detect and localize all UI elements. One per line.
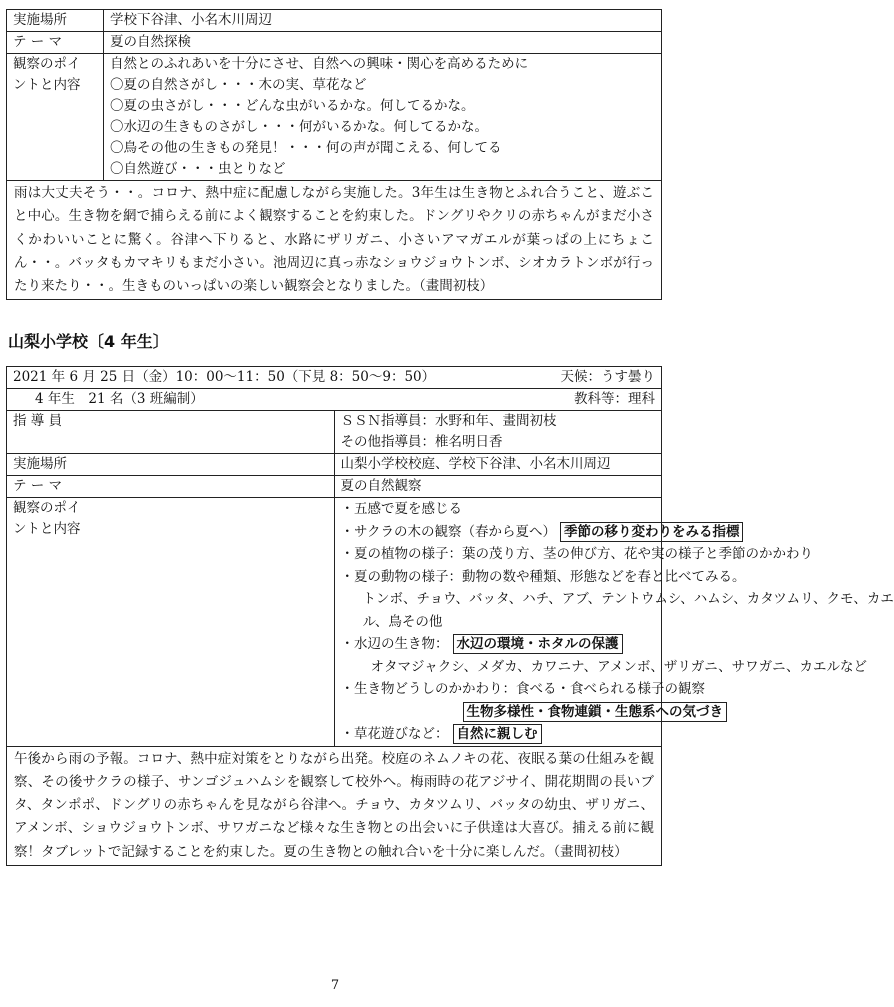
point-subitem (341, 701, 723, 724)
date-text: 2021 年 6 月 25 日（金）10：00〜11：50（下見 8：50〜9：50） (13, 369, 436, 385)
point-item (341, 723, 656, 746)
points-row (7, 498, 662, 747)
point-item: 自然とのふれあいを十分にさせ、自然への興味・関心を高めるために (110, 56, 529, 72)
theme-row (7, 32, 662, 54)
theme-value: 夏の自然探検 (104, 32, 662, 54)
place-row (7, 10, 662, 32)
theme-label: テ ー マ (7, 476, 335, 498)
point-item: ・夏の植物の様子：葉の茂り方、茎の伸び方、花や実の様子と季節のかかわり (340, 546, 813, 562)
point-text: ・草花遊びなど： (340, 726, 449, 742)
point-item: 〇水辺の生きものさがし・・・何がいるかな。何してるかな。 (110, 119, 488, 135)
theme-row (7, 476, 662, 498)
section-title: 山梨小学校〔4 年生〕 (8, 332, 169, 351)
point-subitem: ル、鳥その他 (362, 613, 443, 630)
point-item: 〇鳥その他の生きもの発見！・・・何の声が聞こえる、何してる (110, 140, 502, 156)
theme-label: テ ー マ (7, 32, 104, 54)
place-value: 山梨小学校校庭、学校下谷津、小名木川周辺 (334, 454, 662, 476)
highlight-box: 水辺の環境・ホタルの保護 (453, 634, 623, 654)
instructor-row (7, 411, 662, 454)
point-item: 〇夏の自然さがし・・・木の実、草花など (110, 77, 367, 93)
narrative-row (7, 746, 662, 865)
narrative-text: 雨は大丈夫そう・・。コロナ、熱中症に配慮しながら実施した。3年生は生き物とふれ合うこと、遊ぶこと中心。生き物を網で捕らえる前によく観察することを約束した。ドングリやクリの赤ちゃんがまだ小さくかわいいことに驚く。谷津へ下りると、水路にザリガニ、小さいアマガエルが葉っぱの上にちょこん・・。バッタもカマキリもまだ小さい。池周辺に真っ赤なショウジョウトンボ、シオカラトンボが行ったり来たり・・。生きものいっぱいの楽しい観察会となりました。（畫間初枝） (7, 181, 662, 300)
point-subitem: オタマジャクシ、メダカ、カワニナ、アメンボ、ザリガニ、サワガニ、カエルなど (370, 658, 868, 675)
place-label: 実施場所 (7, 10, 104, 32)
points-label-line: 観察のポイ (13, 500, 81, 516)
instructor-label: 指 導 員 (7, 411, 335, 454)
point-item: 〇自然遊び・・・虫とりなど (110, 161, 286, 177)
activity-table-1 (6, 9, 662, 300)
date-row (7, 367, 662, 389)
weather-text: 天候：うす曇り (560, 369, 655, 385)
point-item: ・夏の動物の様子：動物の数や種類、形態などを春と比べてみる。 (340, 568, 746, 585)
page-number: 7 (330, 978, 340, 993)
place-value: 学校下谷津、小名木川周辺 (104, 10, 662, 32)
grade-row (7, 389, 662, 411)
instructor-list (334, 411, 662, 454)
place-label: 実施場所 (7, 454, 335, 476)
narrative-row (7, 181, 662, 300)
point-text: ・サクラの木の観察（春から夏へ） (340, 523, 556, 540)
subject-text: 教科等：理科 (574, 391, 655, 407)
point-item (340, 521, 740, 544)
points-label-line: ントと内容 (13, 77, 81, 93)
points-label (7, 498, 335, 747)
points-label-line: ントと内容 (13, 521, 81, 537)
highlight-box: 生物多様性・食物連鎖・生態系への気づき (463, 702, 728, 722)
points-label (7, 54, 104, 181)
points-row (7, 54, 662, 181)
points-list (334, 498, 894, 747)
highlight-box: 季節の移り変わりをみる指標 (560, 522, 744, 542)
narrative-text: 午後から雨の予報。コロナ、熱中症対策をとりながら出発。校庭のネムノキの花、夜眠る葉の仕組みを観察、その後サクラの様子、サンゴジュハムシを観察して校外へ。梅雨時の花アジサイ、開花期間の長いブタ、タンポポ、ドングリの赤ちゃんを見ながら谷津へ。チョウ、カタツムリ、バッタの幼虫、ザリガニ、アメンボ、ショウジョウトンボ、サワガニなど様々な生き物との出会いに子供達は大喜び。捕える前に観察！タブレットで記録することを約束した。夏の生き物との触れ合いを十分に楽しんだ。（畫間初枝） (7, 746, 662, 865)
theme-value: 夏の自然観察 (334, 476, 662, 498)
grade-text: 4 年生 21 名（3 班編制） (35, 391, 204, 407)
instructor-ssn: ＳＳＮ指導員：水野和年、畫間初枝 (340, 413, 557, 429)
point-text: ・水辺の生き物： (340, 636, 449, 652)
point-item (341, 633, 656, 656)
place-row (7, 454, 662, 476)
point-item: ・五感で夏を感じる (340, 501, 462, 517)
point-item: 〇夏の虫さがし・・・どんな虫がいるかな。何してるかな。 (110, 98, 475, 114)
points-list (104, 54, 662, 181)
points-label-line: 観察のポイ (13, 56, 81, 72)
highlight-box: 自然に親しむ (453, 724, 542, 744)
point-subitem: トンボ、チョウ、バッタ、ハチ、アブ、テントウムシ、ハムシ、カタツムリ、クモ、カエ (362, 591, 894, 607)
point-item: ・生き物どうしのかかわり：食べる・食べられる様子の観察 (340, 681, 705, 697)
instructor-other: その他指導員：椎名明日香 (340, 434, 503, 450)
activity-table-2 (6, 366, 894, 866)
